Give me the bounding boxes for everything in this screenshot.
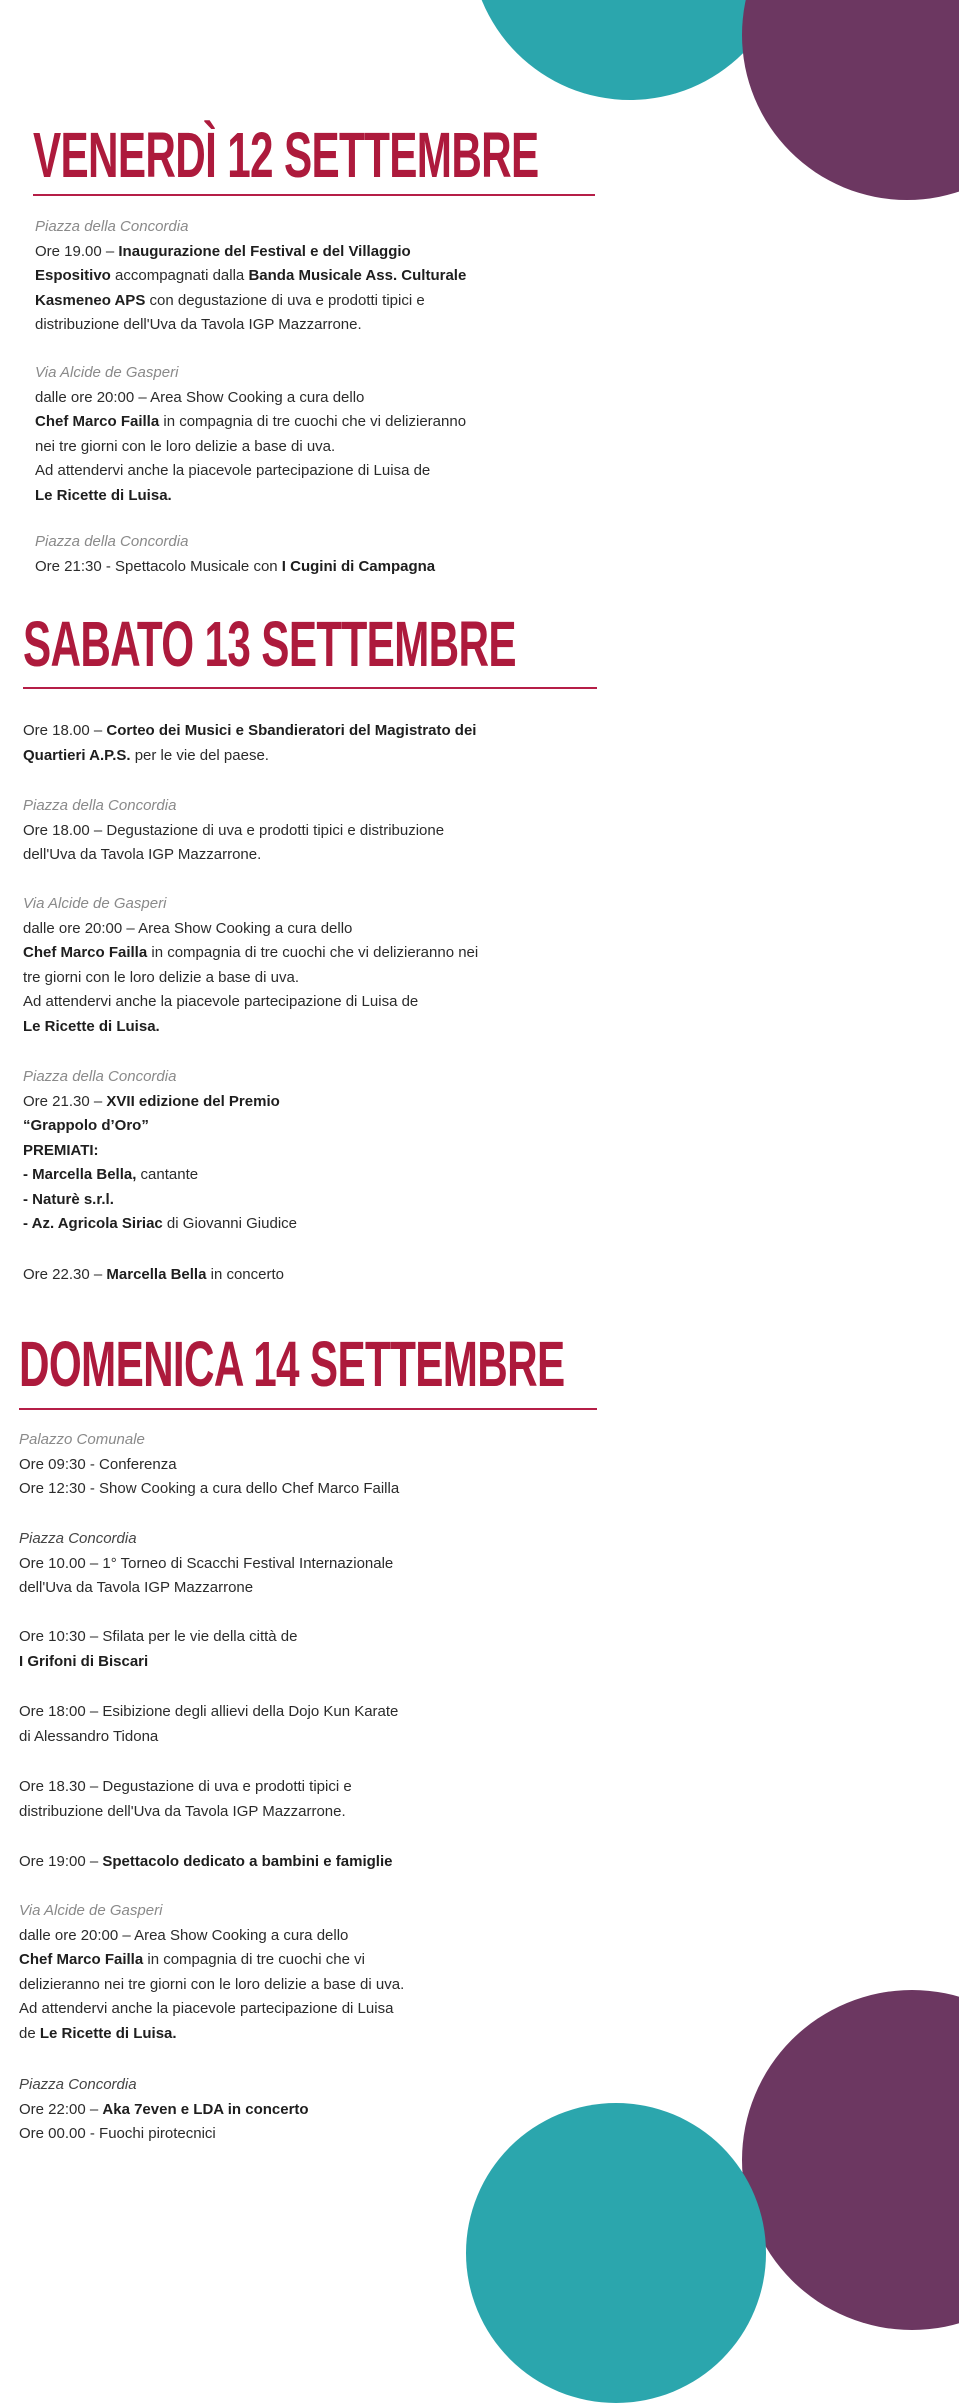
event-premio-grappolo: Piazza della Concordia Ore 21.30 – XVII edizione del Premio “Grappolo d’Oro” PREMIATI: - Marcella Bella, cantante - Naturè s.r.l. - Az. Agricola Siriac di Giovanni Giudice xyxy=(23,1065,297,1237)
event-degustazione-sunday: Ore 18.30 – Degustazione di uva e prodotti tipici e distribuzione dell'Uva da Tavola IGP Mazzarrone. xyxy=(19,1778,352,1820)
event-sfilata-grifoni: Ore 10:30 – Sfilata per le vie della città de I Grifoni di Biscari xyxy=(19,1628,298,1670)
decorative-circle-teal-bottom xyxy=(466,2103,766,2403)
decorative-circle-purple-bottom xyxy=(742,1990,959,2330)
event-conferenza: Palazzo Comunale Ore 09:30 - Conferenza Ore 12:30 - Show Cooking a cura dello Chef Marco Failla xyxy=(19,1428,399,1502)
venue-label: Via Alcide de Gasperi xyxy=(23,895,167,912)
venue-label: Via Alcide de Gasperi xyxy=(35,364,179,381)
event-corteo: Ore 18.00 – Corteo dei Musici e Sbandieratori del Magistrato dei Quartieri A.P.S. per le vie del paese. xyxy=(23,722,477,764)
event-concert-marcella: Ore 22.30 – Marcella Bella in concerto xyxy=(23,1266,284,1283)
day-title-friday: VENERDÌ 12 SETTEMBRE xyxy=(33,119,539,191)
title-divider-sunday xyxy=(19,1408,597,1410)
event-show-cooking-sunday: Via Alcide de Gasperi dalle ore 20:00 – Area Show Cooking a cura dello Chef Marco Failla in compagnia di tre cuochi che vi delizieranno nei tre giorni con le loro delizie a base di uva. Ad attendervi anche la piacevole partecipazione di Luisa de Le Ricette di Luisa. xyxy=(19,1899,404,2046)
day-title-saturday: SABATO 13 SETTEMBRE xyxy=(23,608,516,680)
event-karate: Ore 18:00 – Esibizione degli allievi della Dojo Kun Karate di Alessandro Tidona xyxy=(19,1703,399,1745)
event-concert-cugini: Piazza della Concordia Ore 21:30 - Spettacolo Musicale con I Cugini di Campagna xyxy=(35,530,435,579)
venue-label: Piazza Concordia xyxy=(19,2076,137,2093)
event-concert-aka7even: Piazza Concordia Ore 22:00 – Aka 7even e LDA in concerto Ore 00.00 - Fuochi pirotecnici xyxy=(19,2073,309,2147)
venue-label: Piazza Concordia xyxy=(19,1530,137,1547)
venue-label: Palazzo Comunale xyxy=(19,1431,145,1448)
event-inauguration: Piazza della Concordia Ore 19.00 – Inaugurazione del Festival e del Villaggio Espositivo accompagnati dalla Banda Musicale Ass. Culturale Kasmeneo APS con degustazione di uva e prodotti tipici e distribuzione dell'Uva da Tavola IGP Mazzarrone. xyxy=(35,215,466,338)
decorative-circle-purple-top xyxy=(742,0,959,200)
event-show-cooking-friday: Via Alcide de Gasperi dalle ore 20:00 – Area Show Cooking a cura dello Chef Marco Failla in compagnia di tre cuochi che vi delizieranno nei tre giorni con le loro delizie a base di uva. Ad attendervi anche la piacevole partecipazione di Luisa de Le Ricette di Luisa. xyxy=(35,361,466,508)
venue-label: Piazza della Concordia xyxy=(35,218,189,235)
title-divider-friday xyxy=(33,194,595,196)
event-show-cooking-saturday: Via Alcide de Gasperi dalle ore 20:00 – Area Show Cooking a cura dello Chef Marco Failla in compagnia di tre cuochi che vi delizieranno nei tre giorni con le loro delizie a base di uva. Ad attendervi anche la piacevole partecipazione di Luisa de Le Ricette di Luisa. xyxy=(23,892,478,1039)
title-divider-saturday xyxy=(23,687,597,689)
venue-label: Piazza della Concordia xyxy=(35,533,189,550)
venue-label: Via Alcide de Gasperi xyxy=(19,1902,163,1919)
venue-label: Piazza della Concordia xyxy=(23,1068,177,1085)
event-torneo-scacchi: Piazza Concordia Ore 10.00 – 1° Torneo di Scacchi Festival Internazionale dell'Uva da Tavola IGP Mazzarrone xyxy=(19,1527,393,1601)
venue-label: Piazza della Concordia xyxy=(23,797,177,814)
event-degustazione-saturday: Piazza della Concordia Ore 18.00 – Degustazione di uva e prodotti tipici e distribuzione dell'Uva da Tavola IGP Mazzarrone. xyxy=(23,794,444,868)
event-spettacolo-bambini: Ore 19:00 – Spettacolo dedicato a bambini e famiglie xyxy=(19,1853,393,1870)
day-title-sunday: DOMENICA 14 SETTEMBRE xyxy=(19,1328,565,1400)
